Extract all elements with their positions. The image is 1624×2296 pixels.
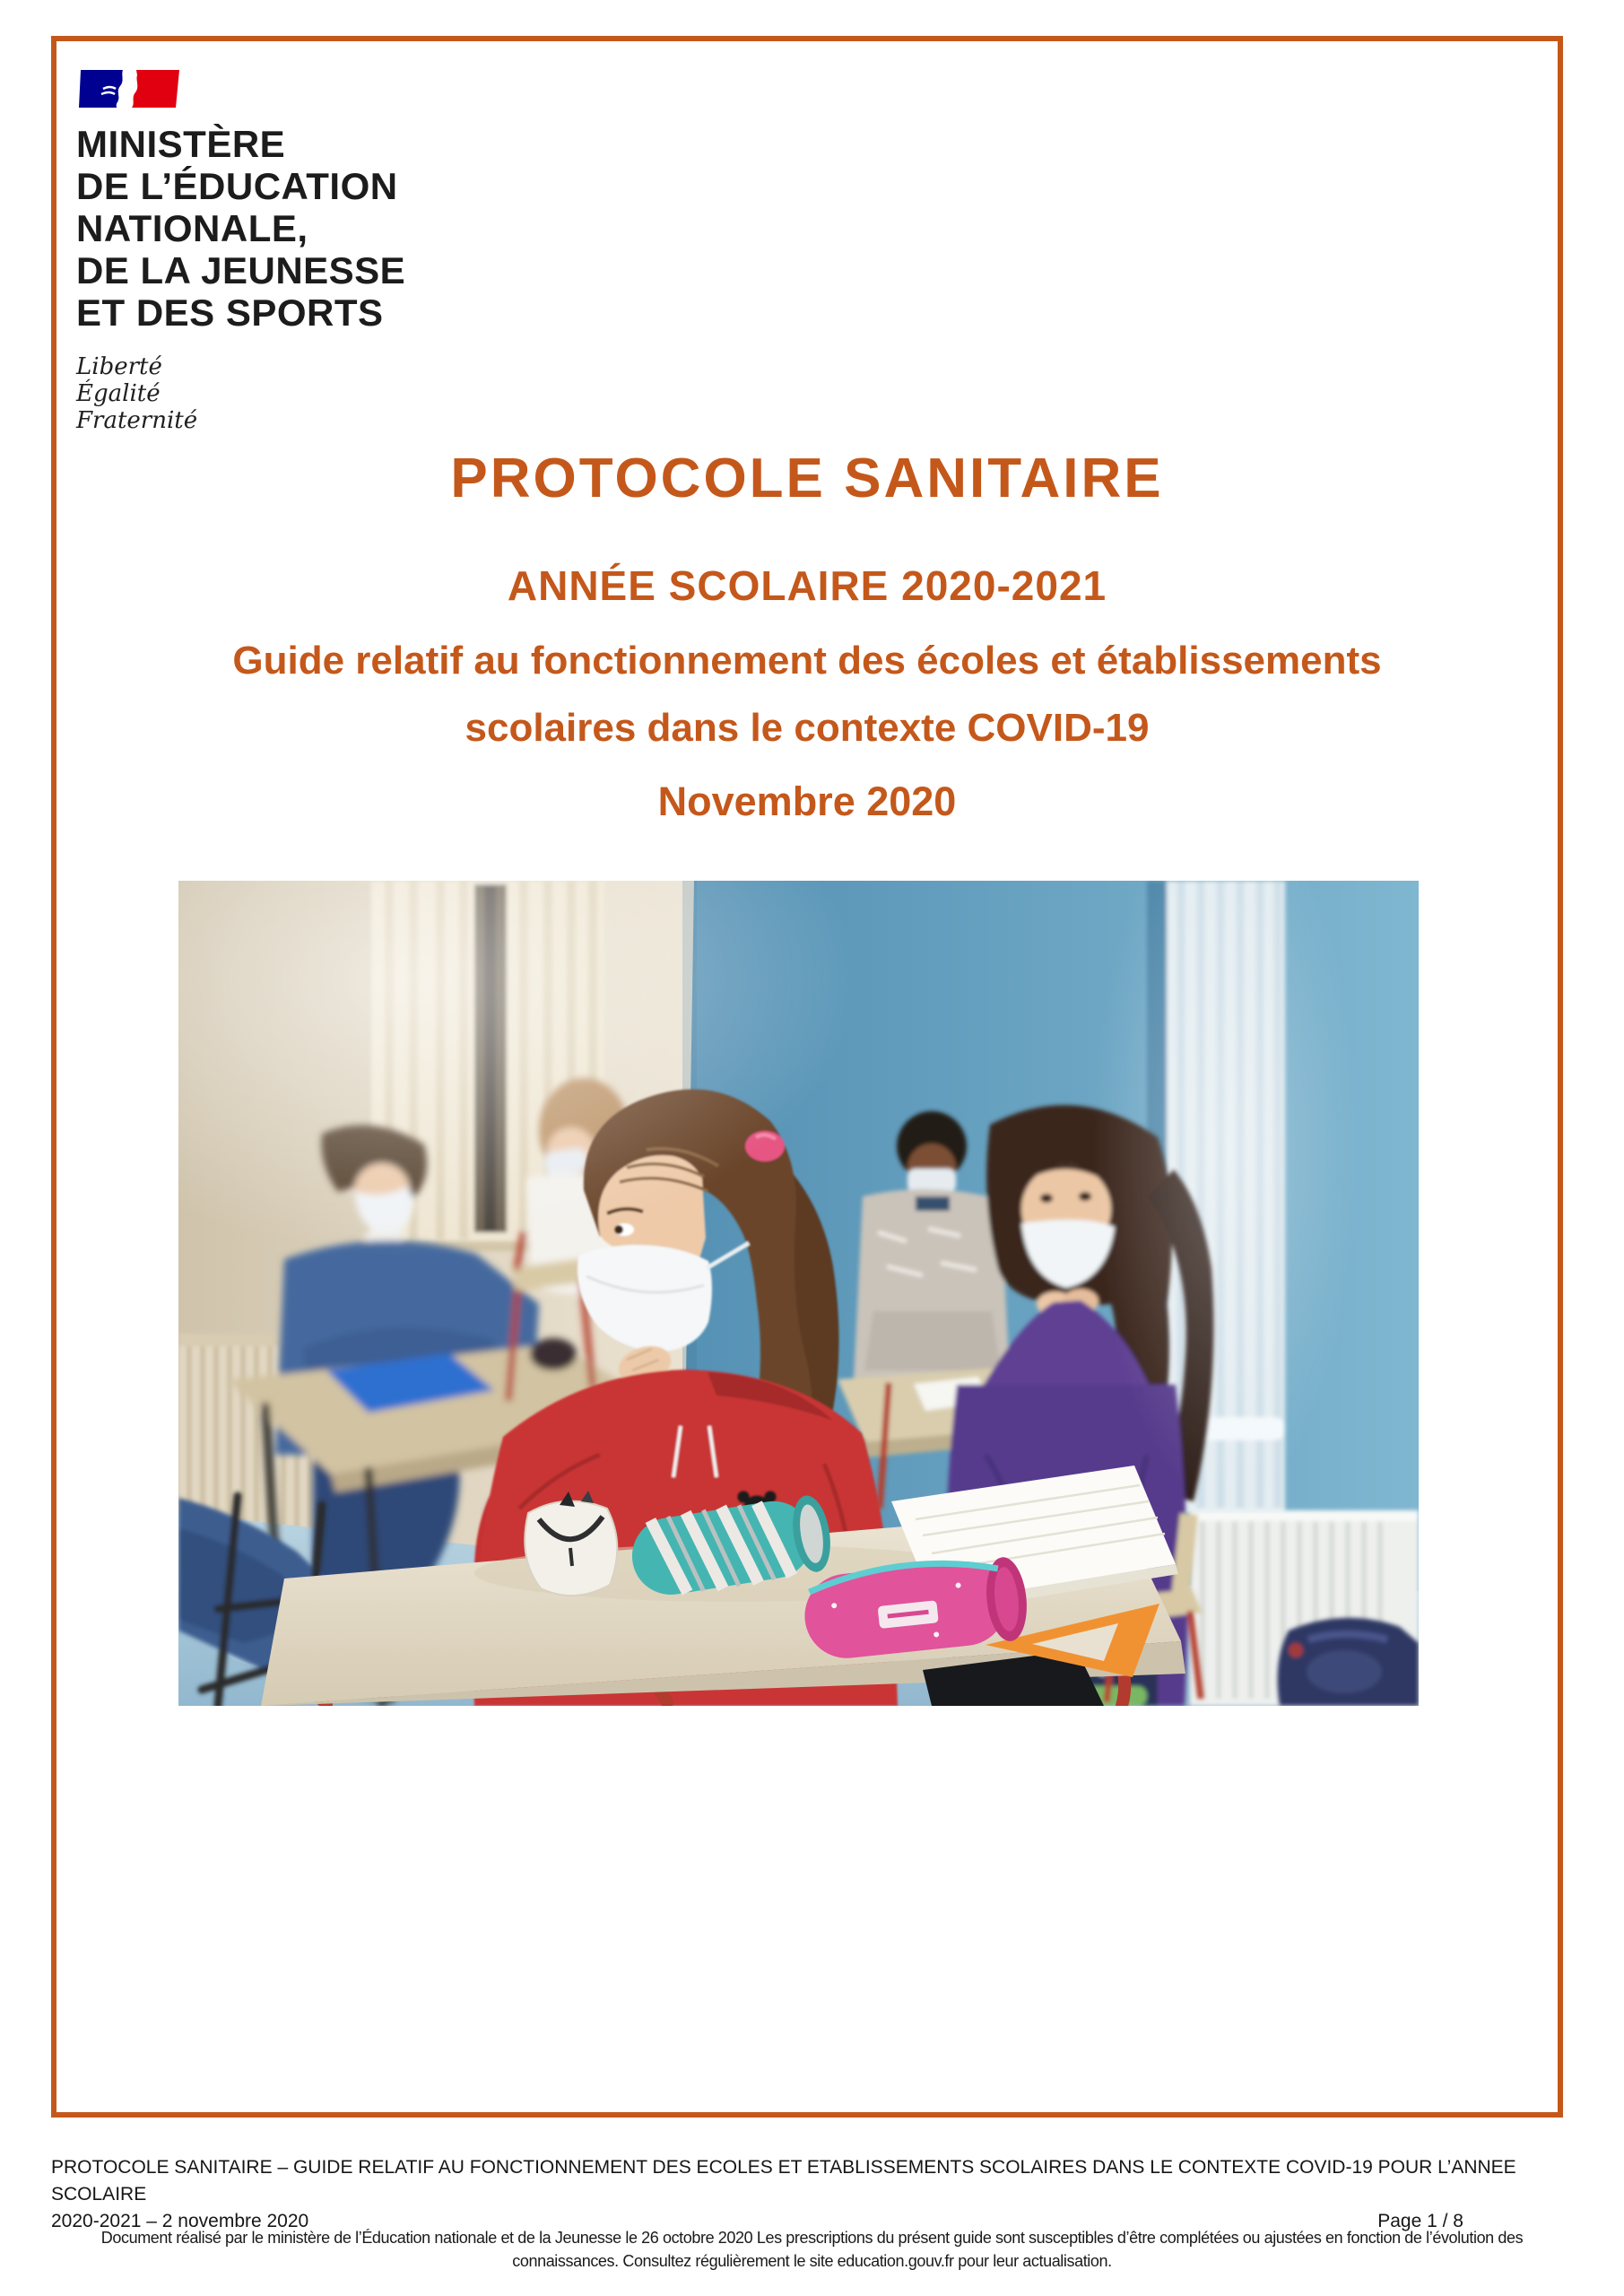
footer-note-line2: connaissances. Consultez régulièrement le site education.gouv.fr pour leur actualisation. xyxy=(512,2252,1112,2270)
ministry-name xyxy=(76,123,405,334)
backpack xyxy=(1278,1618,1419,1706)
ministry-name-line: ET DES SPORTS xyxy=(76,291,384,334)
subtitle-guide-line2: scolaires dans le contexte COVID-19 xyxy=(465,706,1150,750)
subtitle-date: Novembre 2020 xyxy=(657,778,957,824)
footer-date-line: 2020-2021 – 2 novembre 2020 xyxy=(51,2211,309,2231)
motto-line: Liberté xyxy=(76,353,162,380)
ministry-name-line: DE L’ÉDUCATION xyxy=(76,165,398,207)
subtitle-school-year: ANNÉE SCOLAIRE 2020-2021 xyxy=(507,562,1107,609)
motto-line: Fraternité xyxy=(76,407,198,434)
motto-line: Égalité xyxy=(76,380,161,407)
classroom-photo xyxy=(178,881,1419,1706)
footer-title-line: PROTOCOLE SANITAIRE – GUIDE RELATIF AU FONCTIONNEMENT DES ECOLES ET ETABLISSEMENTS SCOLAIRES DANS LE CONTEXTE COVID-19 POUR L’ANNEE SCOLAIRE xyxy=(51,2157,1516,2205)
ministry-name-line: NATIONALE, xyxy=(76,207,308,249)
subtitle-guide-line1: Guide relatif au fonctionnement des écoles et établissements xyxy=(232,639,1382,683)
page-indicator: Page 1 / 8 xyxy=(1377,2211,1463,2231)
classroom-photo-illustration xyxy=(178,881,1419,1706)
republic-motto xyxy=(76,353,405,434)
ministry-name-line: MINISTÈRE xyxy=(76,123,286,165)
ministry-name-line: DE LA JEUNESSE xyxy=(76,249,406,291)
footer-note xyxy=(36,2226,1588,2273)
french-flag-marianne-icon xyxy=(76,67,187,110)
ministry-logo-block xyxy=(76,67,405,434)
page-title: PROTOCOLE SANITAIRE xyxy=(450,448,1164,509)
footer-note-line1: Document réalisé par le ministère de l’Éducation nationale et de la Jeunesse le 26 octobre 2020 Les prescriptions du présent guide sont susceptibles d’être complétées ou ajustées en fonction de l’évolution des xyxy=(100,2229,1524,2247)
footer xyxy=(51,2154,1558,2235)
